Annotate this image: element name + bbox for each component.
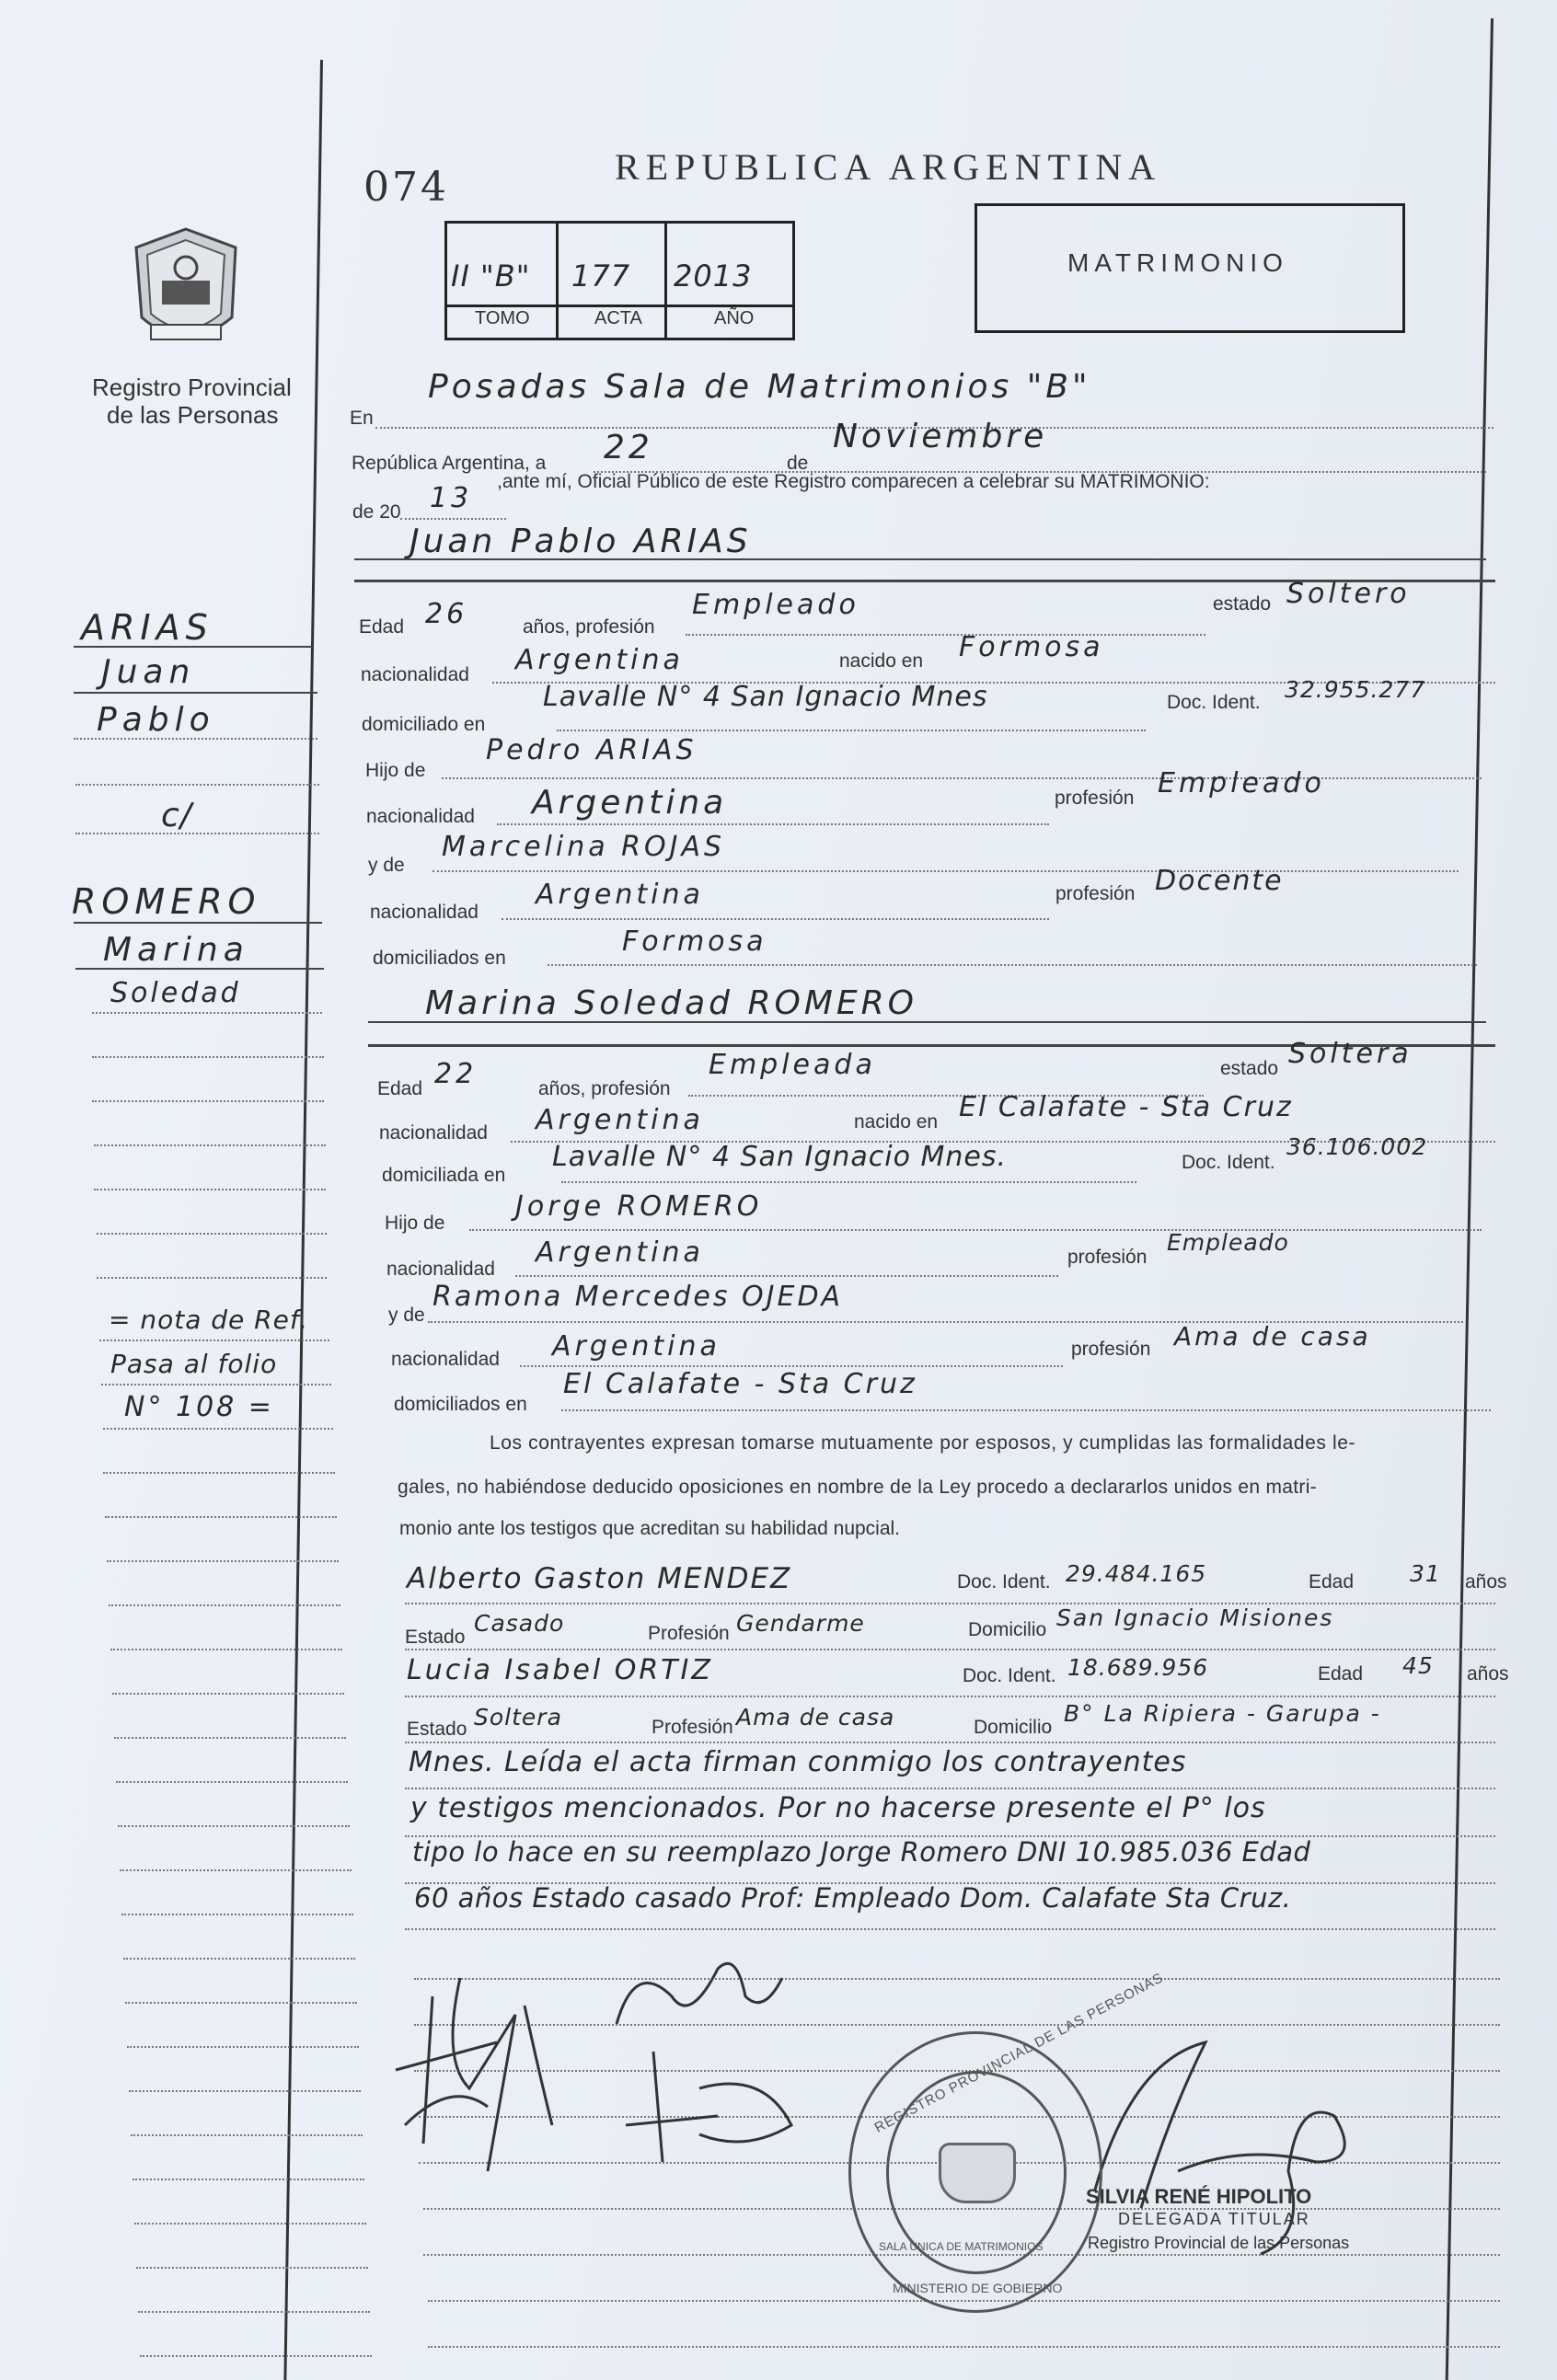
certificate-number: 074: [363, 164, 449, 211]
bride-madre-nac: Argentina: [552, 1330, 721, 1362]
margin-note3: N° 108 =: [124, 1391, 274, 1423]
official-registry: Registro Provincial de las Personas: [1088, 2234, 1350, 2252]
groom-doc: 32.955.277: [1285, 676, 1426, 703]
witness2-doc: 18.689.956: [1067, 1654, 1209, 1681]
margin-note2: Pasa al folio: [110, 1349, 278, 1379]
witness2-estado: Soltera: [474, 1704, 562, 1730]
year-value: 13: [430, 482, 473, 514]
tomo-value: II "B": [451, 259, 531, 293]
bride-padres-dom-label: domiciliados en: [394, 1394, 527, 1415]
groom-profesion: Empleado: [692, 589, 859, 621]
stamp-emblem-icon: [939, 2143, 1016, 2203]
witness1-edad-label: Edad: [1309, 1571, 1355, 1592]
witness2-prof-label: Profesión: [652, 1717, 733, 1738]
bride-anos-label: años, profesión: [538, 1078, 671, 1099]
bride-hijo-label: Hijo de: [385, 1213, 445, 1234]
groom-estado: Soltero: [1286, 578, 1411, 610]
matrimonio-box: [975, 203, 1405, 333]
bride-madre-prof: Ama de casa: [1174, 1321, 1371, 1351]
groom-nacido-label: nacido en: [839, 650, 924, 672]
note-line4: 60 años Estado casado Prof: Empleado Dom. Calafate Sta Cruz.: [414, 1882, 1292, 1914]
witness2-doc-label: Doc. Ident.: [963, 1665, 1056, 1686]
groom-madre: Marcelina ROJAS: [442, 831, 726, 863]
margin-surname2: ROMERO: [72, 881, 261, 922]
groom-padres-dom: Formosa: [622, 926, 767, 958]
groom-padre-nac-label: nacionalidad: [366, 806, 475, 827]
bride-madre-nac-label: nacionalidad: [391, 1349, 500, 1370]
tomo-label: TOMO: [475, 308, 530, 328]
groom-nac-label: nacionalidad: [361, 664, 469, 685]
groom-madre-prof: Docente: [1155, 865, 1284, 897]
ante-label: ,ante mí, Oficial Público de este Registro comparecen a celebrar su MATRIMONIO:: [497, 471, 1210, 492]
bride-yde-label: y de: [388, 1305, 425, 1326]
bride-nacido: El Calafate - Sta Cruz: [959, 1091, 1293, 1123]
declaration-line3: monio ante los testigos que acreditan su habilidad nupcial.: [399, 1518, 901, 1539]
witness1-estado: Casado: [474, 1610, 565, 1637]
margin-surname1: ARIAS: [81, 607, 213, 648]
acta-label: ACTA: [594, 308, 642, 328]
groom-padre-prof-label: profesión: [1055, 788, 1135, 809]
groom-padre-nac: Argentina: [532, 784, 728, 822]
place-value: Posadas Sala de Matrimonios "B": [428, 368, 1091, 406]
margin-name2b: Soledad: [110, 977, 241, 1009]
bride-padre-nac: Argentina: [536, 1236, 704, 1269]
tomo-acta-ano-box: [444, 221, 795, 340]
groom-domicilio: Lavalle N° 4 San Ignacio Mnes: [543, 681, 988, 713]
witness2-estado-label: Estado: [407, 1719, 467, 1740]
witness1-edad: 31: [1410, 1560, 1441, 1587]
witness2-dom: B° La Ripiera - Garupa -: [1064, 1700, 1381, 1727]
witness2-name: Lucia Isabel ORTIZ: [407, 1654, 713, 1686]
official-stamp: [848, 1970, 1167, 2313]
witness2-edad: 45: [1402, 1652, 1434, 1679]
witness2-edad-label: Edad: [1318, 1663, 1364, 1684]
stamp-inner-text: SALA UNICA DE MATRIMONIOS: [879, 2240, 1044, 2253]
bride-dom-label: domiciliada en: [382, 1165, 506, 1186]
anio-value: 2013: [674, 259, 753, 293]
groom-nacido: Formosa: [959, 631, 1104, 663]
bride-edad: 22: [434, 1058, 478, 1090]
groom-estado-label: estado: [1213, 593, 1272, 615]
groom-madre-nac: Argentina: [536, 879, 704, 911]
bride-nacionalidad: Argentina: [536, 1104, 704, 1136]
bride-padre-nac-label: nacionalidad: [386, 1259, 495, 1280]
margin-conj: c/: [161, 797, 192, 834]
margin-note1: = nota de Ref.: [109, 1305, 309, 1335]
groom-edad: 26: [425, 598, 468, 630]
groom-dom-label: domiciliado en: [362, 714, 486, 735]
witness2-anos-label: años: [1467, 1663, 1509, 1684]
groom-padres-dom-label: domiciliados en: [373, 948, 506, 969]
witness1-prof-label: Profesión: [648, 1623, 730, 1644]
groom-edad-label: Edad: [359, 616, 405, 638]
witness1-doc: 29.484.165: [1066, 1560, 1207, 1587]
groom-padre-prof: Empleado: [1158, 767, 1325, 799]
bride-padre-prof: Empleado: [1167, 1229, 1289, 1256]
groom-yde-label: y de: [368, 855, 405, 876]
groom-madre-prof-label: profesión: [1055, 883, 1136, 904]
witness2-dom-label: Domicilio: [974, 1717, 1053, 1738]
country-heading: REPUBLICA ARGENTINA: [615, 146, 1162, 188]
stamp-bottom-text: MINISTERIO DE GOBIERNO: [893, 2281, 1063, 2295]
registry-seal-logo: [129, 225, 244, 359]
bride-nac-label: nacionalidad: [379, 1122, 488, 1144]
groom-anos-label: años, profesión: [523, 616, 655, 638]
en-label: En: [350, 408, 374, 429]
bride-profesion: Empleada: [709, 1049, 876, 1081]
note-line3: tipo lo hace en su reemplazo Jorge Romero DNI 10.985.036 Edad: [412, 1836, 1311, 1868]
groom-madre-nac-label: nacionalidad: [370, 902, 479, 923]
left-border-line: [283, 60, 323, 2380]
month-value: Noviembre: [833, 418, 1048, 455]
witness1-prof: Gendarme: [736, 1610, 865, 1637]
margin-name1b: Pablo: [97, 701, 215, 739]
registry-name-line1: Registro Provincial: [92, 374, 292, 401]
groom-nacionalidad: Argentina: [515, 644, 684, 676]
signature-groom: [377, 1941, 589, 2180]
groom-hijo-label: Hijo de: [365, 760, 426, 781]
declaration-line2: gales, no habiéndose deducido oposiciones en nombre de la Ley procedo a declararlos unidos en matri-: [398, 1477, 1317, 1498]
bride-madre: Ramona Mercedes OJEDA: [432, 1281, 844, 1313]
witness2-prof: Ama de casa: [736, 1704, 895, 1730]
groom-name: Juan Pablo ARIAS: [409, 523, 752, 560]
signature-bride: [598, 1941, 819, 2171]
note-line2: y testigos mencionados. Por no hacerse presente el P° los: [410, 1792, 1266, 1824]
witness1-estado-label: Estado: [405, 1627, 466, 1648]
bride-padre: Jorge ROMERO: [515, 1190, 763, 1223]
bride-madre-prof-label: profesión: [1071, 1339, 1151, 1360]
witness1-doc-label: Doc. Ident.: [957, 1571, 1051, 1592]
acta-value: 177: [571, 259, 631, 293]
margin-name1a: Juan: [101, 653, 196, 691]
matrimonio-label: MATRIMONIO: [1067, 248, 1288, 277]
bride-padre-prof-label: profesión: [1067, 1247, 1148, 1268]
bride-edad-label: Edad: [377, 1078, 423, 1099]
witness1-anos-label: años: [1465, 1571, 1507, 1592]
bride-nacido-label: nacido en: [854, 1111, 939, 1133]
bride-name: Marina Soledad ROMERO: [425, 984, 917, 1022]
witness1-dom-label: Domicilio: [968, 1619, 1047, 1640]
bride-doc: 36.106.002: [1286, 1133, 1428, 1160]
groom-doc-label: Doc. Ident.: [1167, 692, 1261, 713]
declaration-line1: Los contrayentes expresan tomarse mutuamente por esposos, y cumplidas las formalidades le-: [490, 1432, 1356, 1454]
groom-padre: Pedro ARIAS: [486, 734, 698, 766]
witness1-dom: San Ignacio Misiones: [1056, 1604, 1334, 1631]
registry-name-line2: de las Personas: [107, 401, 279, 429]
bride-estado: Soltera: [1288, 1038, 1413, 1070]
witness1-name: Alberto Gaston MENDEZ: [407, 1562, 792, 1595]
note-line1: Mnes. Leída el acta firman conmigo los contrayentes: [409, 1746, 1187, 1778]
day-value: 22: [604, 429, 653, 466]
bride-estado-label: estado: [1220, 1058, 1279, 1079]
bride-padres-dom: El Calafate - Sta Cruz: [563, 1368, 917, 1400]
anio-label: AÑO: [714, 308, 755, 328]
official-title: DELEGADA TITULAR: [1118, 2210, 1310, 2228]
bride-domicilio: Lavalle N° 4 San Ignacio Mnes.: [552, 1141, 1008, 1173]
de-label: de: [787, 453, 809, 474]
stamp-outer-text: REGISTRO PROVINCIAL DE LAS PERSONAS: [871, 1970, 1167, 2136]
official-name: SILVIA RENÉ HIPOLITO: [1086, 2185, 1312, 2208]
margin-name2a: Marina: [103, 931, 249, 969]
bride-doc-label: Doc. Ident.: [1182, 1152, 1275, 1173]
de20-label: de 20: [352, 501, 401, 523]
republica-label: República Argentina, a: [352, 453, 547, 474]
